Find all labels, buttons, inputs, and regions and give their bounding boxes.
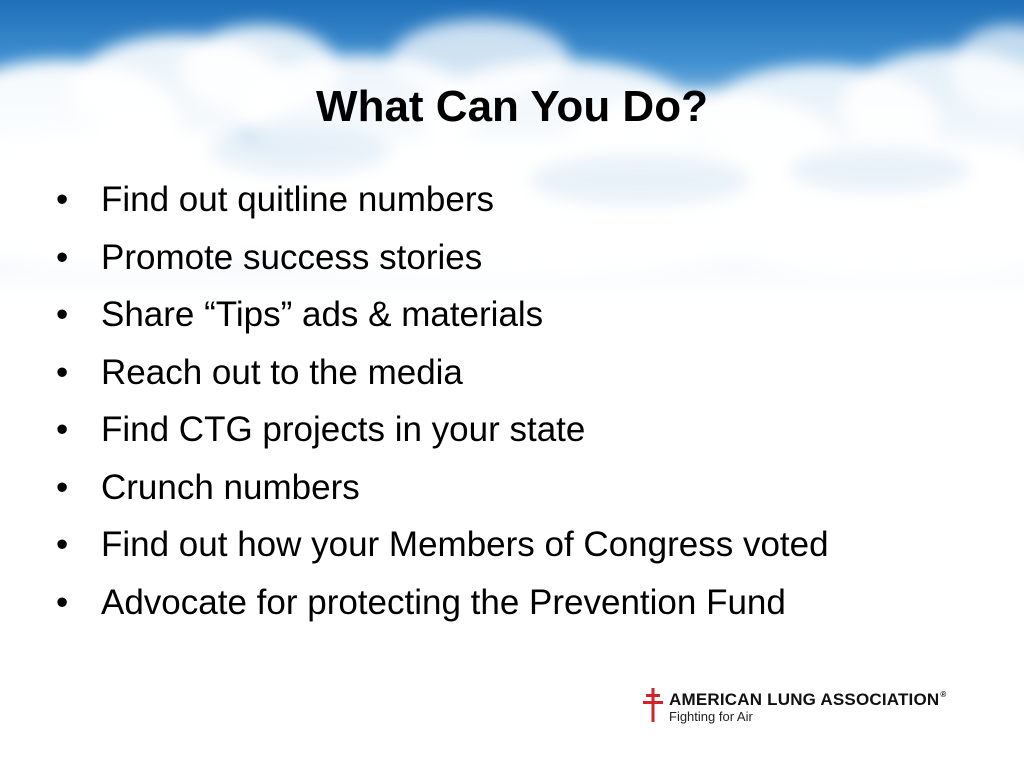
bullet-dot: •: [56, 352, 69, 392]
bullet-item: [56, 353, 829, 411]
logo-name-text: AMERICAN LUNG ASSOCIATION: [669, 690, 940, 709]
logo-tagline: Fighting for Air: [669, 709, 753, 724]
slide-title: What Can You Do?: [316, 82, 708, 131]
bullet-item: [56, 295, 829, 353]
bullet-text: Crunch numbers: [101, 467, 360, 507]
bullet-item: [56, 583, 829, 641]
bullet-dot: •: [56, 582, 69, 622]
bullet-dot: •: [56, 410, 69, 449]
bullet-text: Advocate for protecting the Prevention Fund: [101, 582, 786, 622]
bullet-text: Find CTG projects in your state: [101, 410, 586, 449]
bullet-dot: •: [56, 237, 69, 277]
bullet-item: [56, 410, 829, 468]
logo-name: [669, 690, 947, 710]
bullet-dot: •: [56, 525, 69, 564]
bullet-item: [56, 468, 829, 526]
bullet-dot: •: [56, 295, 69, 334]
american-lung-association-logo: [643, 688, 983, 728]
bullet-text: Share “Tips” ads & materials: [101, 295, 544, 334]
bullet-item: [56, 525, 829, 583]
bullet-text: Find out quitline numbers: [101, 180, 494, 219]
bullet-text: Reach out to the media: [101, 352, 463, 392]
bullet-dot: •: [56, 180, 69, 219]
bullet-list: [56, 180, 829, 640]
lorraine-cross-icon: [643, 688, 663, 722]
bullet-text: Promote success stories: [101, 237, 483, 277]
bullet-dot: •: [56, 467, 69, 507]
bullet-item: [56, 180, 829, 238]
registered-mark: ®: [940, 690, 947, 699]
bullet-item: [56, 238, 829, 296]
bullet-text: Find out how your Members of Congress voted: [101, 525, 829, 564]
